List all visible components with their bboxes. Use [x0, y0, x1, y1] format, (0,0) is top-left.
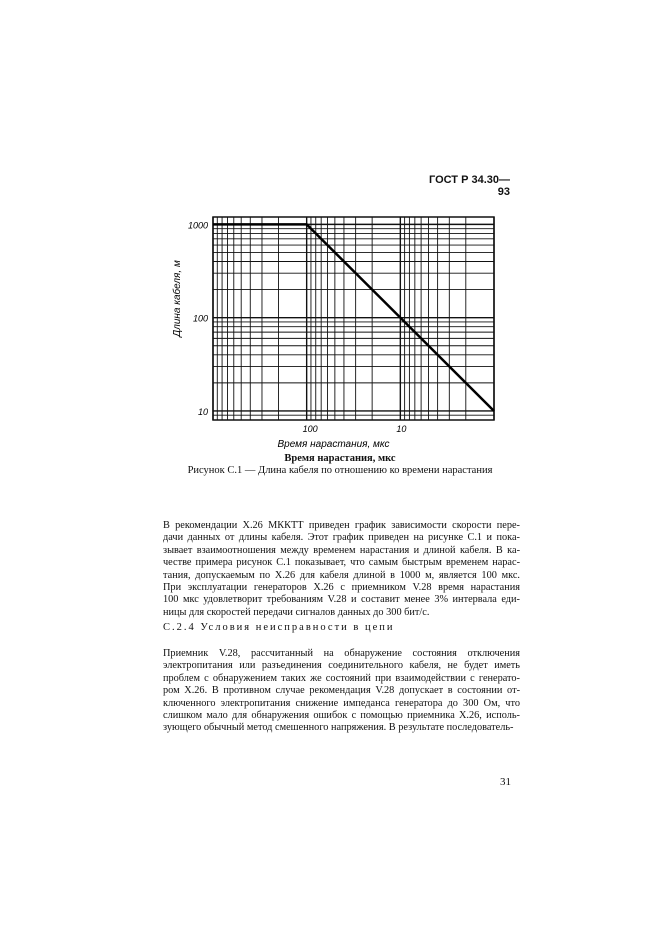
- figure-caption: Рисунок С.1 — Длина кабеля по отношению ко времени нарастания: [187, 465, 493, 476]
- text-line: ключенного электропитания снижение импеданса генератора до 300 Ом, что: [163, 697, 520, 709]
- text-line: Приемник V.28, рассчитанный на обнаружение состояния отключения: [163, 648, 520, 659]
- x-tick-label: 10: [396, 424, 407, 434]
- text-line: электропитания или разъединения соединительного кабеля, не будет иметь: [163, 660, 520, 672]
- text-line: дачи данных от длины кабеля. Этот график приведен на рисунке С.1 и пока-: [163, 532, 520, 544]
- x-axis-label: Время нарастания, мкс: [277, 439, 390, 450]
- text-line: тания, допускаемым по X.26 для кабеля длиной в 1000 м, является 100 мкс.: [163, 569, 520, 581]
- document-header: ГОСТ Р 34.30—93: [428, 174, 510, 198]
- plot-frame: [213, 217, 494, 420]
- x-tick-label: 100: [302, 424, 318, 434]
- text-line: ницы для скоростей передачи сигналов данных до 300 бит/с.: [163, 606, 430, 618]
- section-title: С.2.4 Условия неисправности в цепи: [163, 622, 395, 633]
- text-line: зующего обычный метод смешенного напряжения. В результате последователь-: [163, 722, 514, 734]
- text-line: В рекомендации X.26 МККТТ приведен график зависимости скорости пере-: [163, 520, 520, 531]
- text-line: 100 мкс удовлетворит требованиям V.28 и составит менее 3% интервала еди-: [163, 594, 520, 606]
- text-line: зывает взаимоотношения между временем нарастания и длиной кабеля. В ка-: [163, 544, 520, 556]
- y-tick-label: 100: [192, 313, 208, 324]
- chart-xlabel-caption: Время нарастания, мкс: [284, 453, 396, 464]
- y-axis-label: Длина кабеля, м: [172, 260, 183, 337]
- text-line: проблем с обнаружением таких же состояний при взаимодействии с генерато-: [163, 672, 520, 684]
- page-number: 31: [500, 776, 511, 788]
- cable-length-chart: [170, 200, 510, 452]
- text-line: ром X.26. В противном случае рекомендация V.28 допускает в состоянии от-: [163, 685, 520, 697]
- text-line: слишком мало для обнаружения ошибок с помощью приемника X.26, исполь-: [163, 710, 520, 722]
- text-line: При эксплуатации генераторов X.26 с приемником V.28 время нарастания: [163, 582, 520, 594]
- y-tick-label: 1000: [187, 220, 208, 231]
- text-line: честве примера рисунок С.1 показывает, что самым быстрым временем нарас-: [163, 557, 520, 569]
- y-tick-label: 10: [197, 406, 208, 417]
- paragraph-2: [163, 648, 520, 735]
- paragraph-1: [163, 520, 520, 619]
